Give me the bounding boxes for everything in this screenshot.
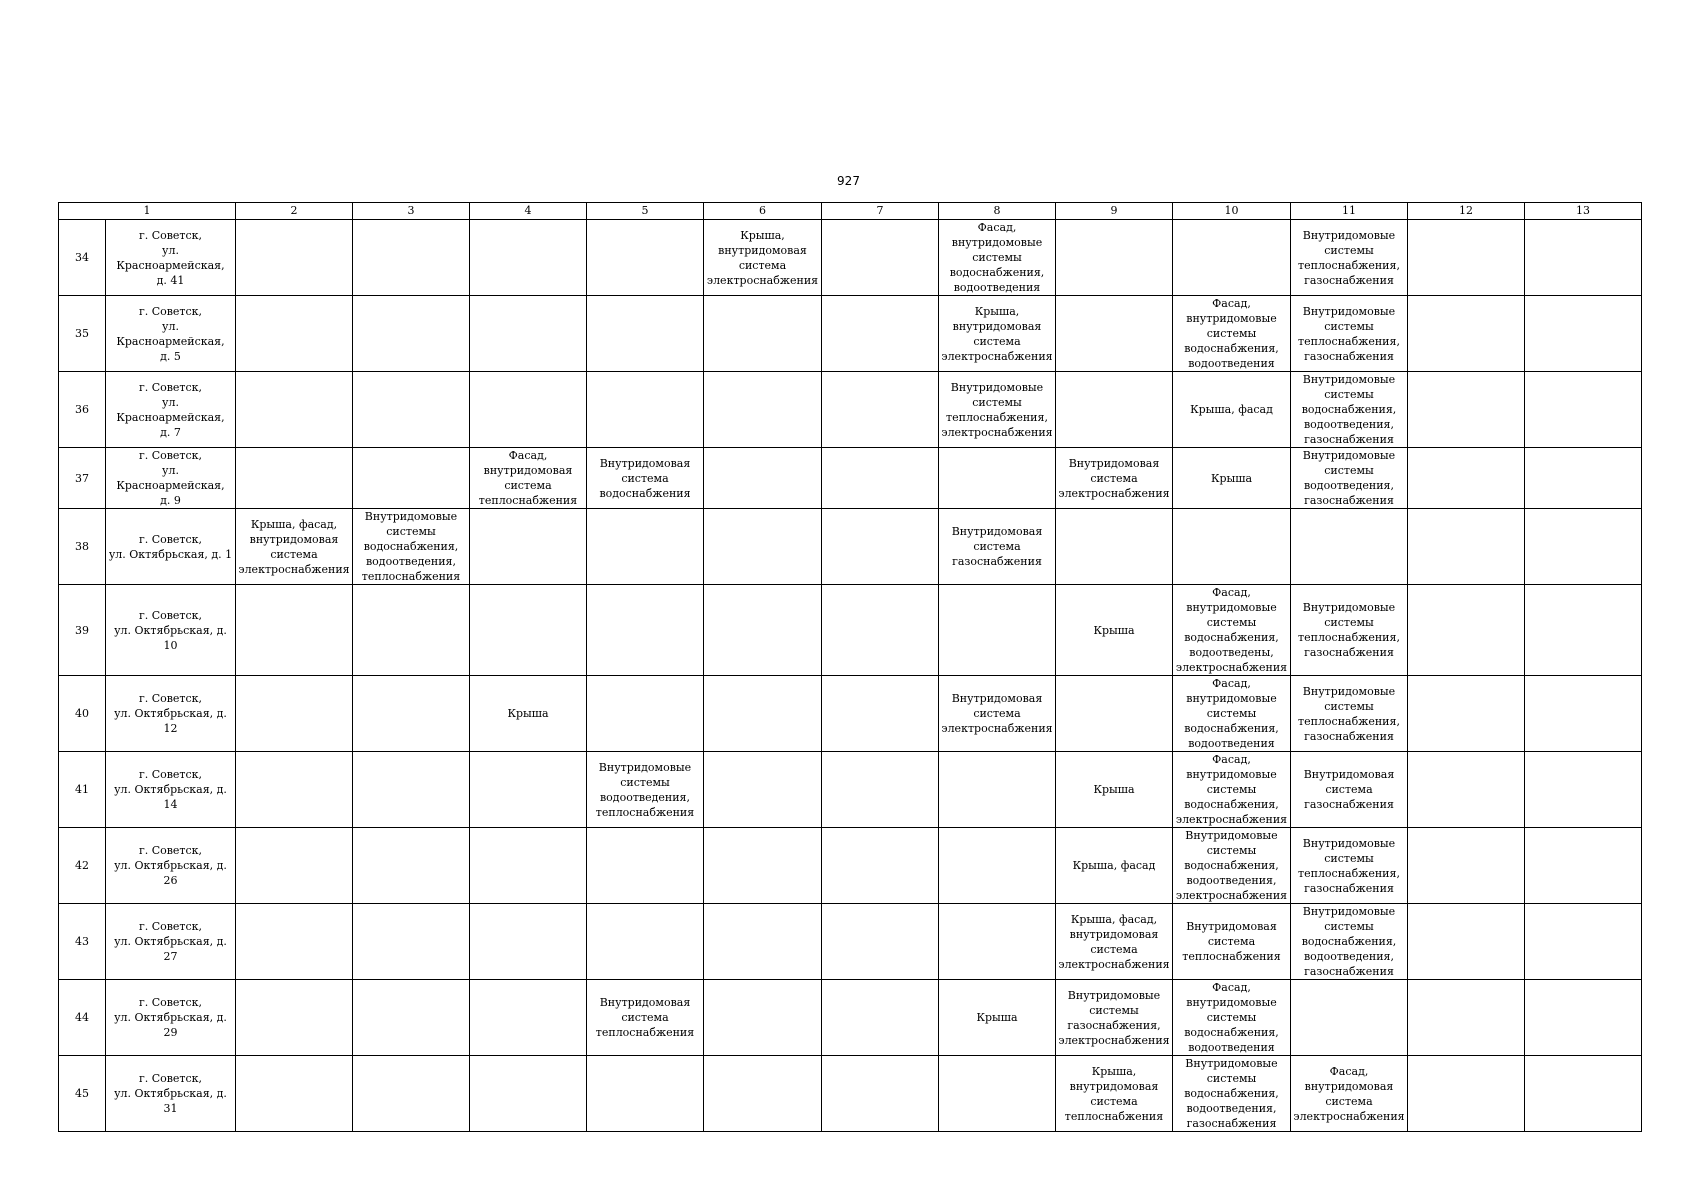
work-cell-col-8: Внутридомовая система электроснабжения: [939, 676, 1056, 752]
address-line: г. Советск,: [138, 996, 203, 1009]
work-cell-col-5: [587, 509, 704, 585]
work-cell-col-9: Крыша, фасад, внутридомовая система электроснабжения: [1056, 904, 1173, 980]
column-header: 8: [939, 203, 1056, 220]
table-row: [59, 752, 1642, 828]
address-line: г. Советск,: [138, 228, 203, 242]
address-line: г. Советск,: [138, 1072, 203, 1085]
work-cell-col-7: [822, 296, 939, 372]
work-cell-col-9: Крыша: [1056, 752, 1173, 828]
work-cell-col-13: [1525, 828, 1642, 904]
address-cell: [106, 676, 236, 752]
work-cell-col-13: [1525, 676, 1642, 752]
work-cell-col-7: [822, 904, 939, 980]
work-cell-col-13: [1525, 904, 1642, 980]
address-cell: [106, 372, 236, 448]
work-cell-col-3: [353, 220, 470, 296]
table-row: [59, 676, 1642, 752]
work-cell-col-13: [1525, 585, 1642, 676]
work-cell-col-5: [587, 220, 704, 296]
work-cell-col-12: [1408, 980, 1525, 1056]
work-cell-col-8: [939, 904, 1056, 980]
work-cell-col-5: [587, 296, 704, 372]
row-number: 35: [59, 296, 106, 372]
work-cell-col-2: [236, 828, 353, 904]
work-cell-col-4: Фасад, внутридомовая система теплоснабжения: [470, 448, 587, 509]
table-row: [59, 448, 1642, 509]
work-cell-col-2: [236, 448, 353, 509]
work-cell-col-7: [822, 448, 939, 509]
work-cell-col-6: [704, 448, 822, 509]
work-cell-col-12: [1408, 676, 1525, 752]
address-line: ул. Октябрьская, д. 12: [114, 707, 227, 735]
work-cell-col-10: Внутридомовые системы водоснабжения, водоотведения, электроснабжения: [1173, 828, 1291, 904]
address-line: ул. Октябрьская, д. 29: [114, 1011, 227, 1039]
address-line: г. Советск,: [138, 692, 203, 705]
work-cell-col-4: [470, 220, 587, 296]
work-cell-col-7: [822, 585, 939, 676]
work-cell-col-3: [353, 1056, 470, 1132]
address-cell: [106, 980, 236, 1056]
address-line: г. Советск,: [138, 844, 203, 857]
row-number: 34: [59, 220, 106, 296]
table-row: [59, 904, 1642, 980]
work-cell-col-6: [704, 676, 822, 752]
column-header: 11: [1291, 203, 1408, 220]
address-cell: [106, 220, 236, 296]
work-cell-col-7: [822, 220, 939, 296]
work-cell-col-5: Внутридомовые системы водоотведения, теплоснабжения: [587, 752, 704, 828]
work-cell-col-3: [353, 752, 470, 828]
address-cell: [106, 509, 236, 585]
work-cell-col-5: [587, 585, 704, 676]
work-cell-col-2: [236, 296, 353, 372]
address-line: д. 7: [160, 425, 181, 439]
work-cell-col-6: [704, 828, 822, 904]
work-cell-col-10: Фасад, внутридомовые системы водоснабжения, водоотведения: [1173, 980, 1291, 1056]
column-header: 5: [587, 203, 704, 220]
work-cell-col-13: [1525, 220, 1642, 296]
work-cell-col-5: [587, 1056, 704, 1132]
row-number: 40: [59, 676, 106, 752]
address-cell: [106, 828, 236, 904]
work-cell-col-5: [587, 372, 704, 448]
address-line: ул. Красноармейская,: [116, 319, 225, 348]
work-cell-col-12: [1408, 1056, 1525, 1132]
work-cell-col-3: Внутридомовые системы водоснабжения, водоотведения, теплоснабжения: [353, 509, 470, 585]
work-cell-col-3: [353, 904, 470, 980]
work-cell-col-6: Крыша, внутридомовая система электроснабжения: [704, 220, 822, 296]
row-number: 43: [59, 904, 106, 980]
work-cell-col-8: [939, 828, 1056, 904]
work-cell-col-8: [939, 448, 1056, 509]
table-row: [59, 585, 1642, 676]
address-line: ул. Красноармейская,: [116, 464, 225, 492]
work-cell-col-5: Внутридомовая система теплоснабжения: [587, 980, 704, 1056]
work-cell-col-9: Крыша, внутридомовая система теплоснабжения: [1056, 1056, 1173, 1132]
work-cell-col-12: [1408, 448, 1525, 509]
address-cell: [106, 904, 236, 980]
work-cell-col-5: [587, 904, 704, 980]
work-cell-col-4: [470, 980, 587, 1056]
work-cell-col-10: Внутридомовые системы водоснабжения, водоотведения, газоснабжения: [1173, 1056, 1291, 1132]
work-cell-col-8: [939, 585, 1056, 676]
row-number: 39: [59, 585, 106, 676]
work-cell-col-2: [236, 904, 353, 980]
work-cell-col-10: Крыша: [1173, 448, 1291, 509]
address-cell: [106, 752, 236, 828]
address-line: ул. Октябрьская, д. 1: [108, 547, 233, 561]
work-cell-col-4: Крыша: [470, 676, 587, 752]
repair-schedule-table: [58, 202, 1642, 1132]
address-cell: [106, 448, 236, 509]
work-cell-col-8: [939, 752, 1056, 828]
work-cell-col-8: Крыша: [939, 980, 1056, 1056]
work-cell-col-11: Внутридомовая система газоснабжения: [1291, 752, 1408, 828]
work-cell-col-9: Внутридомовая система электроснабжения: [1056, 448, 1173, 509]
work-cell-col-10: Фасад, внутридомовые системы водоснабжения, электроснабжения: [1173, 752, 1291, 828]
work-cell-col-7: [822, 752, 939, 828]
address-line: ул. Октябрьская, д. 27: [114, 935, 227, 963]
work-cell-col-7: [822, 676, 939, 752]
work-cell-col-11: Внутридомовые системы водоотведения, газоснабжения: [1291, 448, 1408, 509]
work-cell-col-13: [1525, 509, 1642, 585]
work-cell-col-9: Внутридомовые системы газоснабжения, электроснабжения: [1056, 980, 1173, 1056]
row-number: 36: [59, 372, 106, 448]
address-line: г. Советск,: [138, 768, 203, 781]
row-number: 38: [59, 509, 106, 585]
work-cell-col-11: Внутридомовые системы теплоснабжения, газоснабжения: [1291, 676, 1408, 752]
work-cell-col-3: [353, 585, 470, 676]
address-line: г. Советск,: [138, 920, 203, 933]
work-cell-col-4: [470, 372, 587, 448]
work-cell-col-5: [587, 676, 704, 752]
header-row: [59, 203, 1642, 220]
row-number: 42: [59, 828, 106, 904]
work-cell-col-6: [704, 980, 822, 1056]
column-header: 1: [59, 203, 236, 220]
work-cell-col-9: [1056, 676, 1173, 752]
work-cell-col-10: Фасад, внутридомовые системы водоснабжения, водоотведены, электроснабжения: [1173, 585, 1291, 676]
work-cell-col-8: Фасад, внутридомовые системы водоснабжения, водоотведения: [939, 220, 1056, 296]
work-cell-col-6: [704, 296, 822, 372]
work-cell-col-12: [1408, 372, 1525, 448]
work-cell-col-11: Внутридомовые системы водоснабжения, водоотведения, газоснабжения: [1291, 372, 1408, 448]
address-line: г. Советск,: [138, 532, 203, 546]
column-header: 6: [704, 203, 822, 220]
work-cell-col-8: Внутридомовые системы теплоснабжения, электроснабжения: [939, 372, 1056, 448]
work-cell-col-2: [236, 1056, 353, 1132]
work-cell-col-3: [353, 828, 470, 904]
work-cell-col-9: Крыша: [1056, 585, 1173, 676]
work-cell-col-3: [353, 296, 470, 372]
work-cell-col-7: [822, 828, 939, 904]
address-line: г. Советск,: [138, 380, 203, 394]
work-cell-col-4: [470, 752, 587, 828]
work-cell-col-7: [822, 980, 939, 1056]
table-row: [59, 509, 1642, 585]
address-line: д. 41: [156, 273, 185, 287]
work-cell-col-12: [1408, 752, 1525, 828]
work-cell-col-4: [470, 585, 587, 676]
column-header: 13: [1525, 203, 1642, 220]
work-cell-col-11: Внутридомовые системы водоснабжения, водоотведения, газоснабжения: [1291, 904, 1408, 980]
work-cell-col-13: [1525, 448, 1642, 509]
row-number: 37: [59, 448, 106, 509]
row-number: 41: [59, 752, 106, 828]
table-row: [59, 220, 1642, 296]
address-line: д. 9: [160, 494, 181, 507]
column-header: 4: [470, 203, 587, 220]
work-cell-col-7: [822, 1056, 939, 1132]
address-line: г. Советск,: [138, 608, 203, 622]
work-cell-col-13: [1525, 296, 1642, 372]
work-cell-col-4: [470, 904, 587, 980]
work-cell-col-5: [587, 828, 704, 904]
work-cell-col-9: [1056, 509, 1173, 585]
work-cell-col-9: [1056, 372, 1173, 448]
work-cell-col-4: [470, 509, 587, 585]
work-cell-col-2: [236, 585, 353, 676]
table-row: [59, 980, 1642, 1056]
work-cell-col-2: [236, 752, 353, 828]
work-cell-col-11: [1291, 509, 1408, 585]
work-cell-col-2: Крыша, фасад, внутридомовая система электроснабжения: [236, 509, 353, 585]
work-cell-col-13: [1525, 372, 1642, 448]
page-number: 927: [837, 174, 860, 188]
work-cell-col-3: [353, 980, 470, 1056]
work-cell-col-11: Внутридомовые системы теплоснабжения, газоснабжения: [1291, 296, 1408, 372]
work-cell-col-10: Внутридомовая система теплоснабжения: [1173, 904, 1291, 980]
work-cell-col-13: [1525, 1056, 1642, 1132]
work-cell-col-11: Внутридомовые системы теплоснабжения, газоснабжения: [1291, 828, 1408, 904]
work-cell-col-2: [236, 676, 353, 752]
work-cell-col-2: [236, 980, 353, 1056]
work-cell-col-7: [822, 509, 939, 585]
address-cell: [106, 296, 236, 372]
work-cell-col-9: [1056, 296, 1173, 372]
work-cell-col-9: Крыша, фасад: [1056, 828, 1173, 904]
work-cell-col-6: [704, 509, 822, 585]
address-line: г. Советск,: [138, 304, 203, 318]
work-cell-col-10: Фасад, внутридомовые системы водоснабжения, водоотведения: [1173, 296, 1291, 372]
work-cell-col-10: Крыша, фасад: [1173, 372, 1291, 448]
table-row: [59, 372, 1642, 448]
work-cell-col-13: [1525, 752, 1642, 828]
work-cell-col-4: [470, 1056, 587, 1132]
work-cell-col-6: [704, 1056, 822, 1132]
address-line: ул. Октябрьская, д. 31: [114, 1087, 227, 1115]
work-cell-col-9: [1056, 220, 1173, 296]
address-line: д. 5: [160, 349, 181, 363]
row-number: 45: [59, 1056, 106, 1132]
column-header: 12: [1408, 203, 1525, 220]
address-line: ул. Октябрьская, д. 10: [114, 623, 227, 652]
table-body: [59, 220, 1642, 1132]
work-cell-col-11: Внутридомовые системы теплоснабжения, газоснабжения: [1291, 220, 1408, 296]
work-cell-col-6: [704, 585, 822, 676]
work-cell-col-11: Фасад, внутридомовая система электроснабжения: [1291, 1056, 1408, 1132]
work-cell-col-12: [1408, 828, 1525, 904]
work-cell-col-10: [1173, 509, 1291, 585]
address-cell: [106, 1056, 236, 1132]
address-line: ул. Красноармейская,: [116, 243, 225, 272]
work-cell-col-3: [353, 676, 470, 752]
work-cell-col-8: Внутридомовая система газоснабжения: [939, 509, 1056, 585]
work-cell-col-6: [704, 904, 822, 980]
work-cell-col-12: [1408, 904, 1525, 980]
work-cell-col-3: [353, 448, 470, 509]
work-cell-col-12: [1408, 296, 1525, 372]
work-cell-col-3: [353, 372, 470, 448]
work-cell-col-8: [939, 1056, 1056, 1132]
work-cell-col-8: Крыша, внутридомовая система электроснабжения: [939, 296, 1056, 372]
column-header: 10: [1173, 203, 1291, 220]
work-cell-col-10: [1173, 220, 1291, 296]
work-cell-col-11: [1291, 980, 1408, 1056]
work-cell-col-7: [822, 372, 939, 448]
work-cell-col-4: [470, 828, 587, 904]
work-cell-col-10: Фасад, внутридомовые системы водоснабжения, водоотведения: [1173, 676, 1291, 752]
work-cell-col-6: [704, 752, 822, 828]
work-cell-col-13: [1525, 980, 1642, 1056]
work-cell-col-4: [470, 296, 587, 372]
work-cell-col-11: Внутридомовые системы теплоснабжения, газоснабжения: [1291, 585, 1408, 676]
table-row: [59, 828, 1642, 904]
work-cell-col-2: [236, 220, 353, 296]
work-cell-col-5: Внутридомовая система водоснабжения: [587, 448, 704, 509]
address-line: г. Советск,: [138, 449, 203, 462]
work-cell-col-2: [236, 372, 353, 448]
work-cell-col-12: [1408, 509, 1525, 585]
column-header: 3: [353, 203, 470, 220]
work-cell-col-12: [1408, 585, 1525, 676]
table-row: [59, 1056, 1642, 1132]
work-cell-col-12: [1408, 220, 1525, 296]
address-line: ул. Красноармейская,: [116, 395, 225, 424]
table-row: [59, 296, 1642, 372]
address-line: ул. Октябрьская, д. 26: [114, 859, 227, 887]
column-header: 2: [236, 203, 353, 220]
column-header: 7: [822, 203, 939, 220]
work-cell-col-6: [704, 372, 822, 448]
address-line: ул. Октябрьская, д. 14: [114, 783, 227, 811]
row-number: 44: [59, 980, 106, 1056]
column-header: 9: [1056, 203, 1173, 220]
address-cell: [106, 585, 236, 676]
